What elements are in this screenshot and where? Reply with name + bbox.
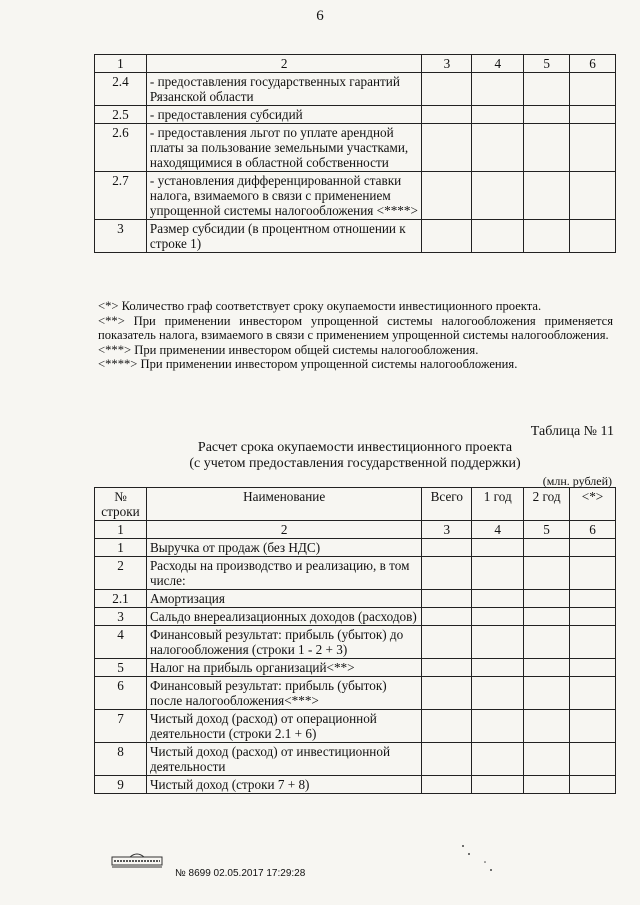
table-row [95,539,616,557]
table2-index-cell: 1 [95,521,147,539]
value-cell [472,539,524,557]
row-name-cell: Финансовый результат: прибыль (убыток) после налогообложения<***> [146,677,421,710]
table-investment-support [94,54,616,253]
row-name-cell: - предоставления государственных гарантий Рязанской области [146,73,422,106]
row-name-cell: Чистый доход (строки 7 + 8) [146,776,421,794]
value-cell [524,590,570,608]
scan-marks-icon [455,840,515,880]
row-number-cell: 2 [95,557,147,590]
document-footer: № 8699 02.05.2017 17:29:28 [175,868,306,879]
value-cell [472,626,524,659]
row-number-cell: 8 [95,743,147,776]
value-cell [422,220,472,253]
table1-header-cell: 1 [95,55,147,73]
value-cell [472,608,524,626]
row-number-cell: 9 [95,776,147,794]
table1-header-cell: 5 [524,55,570,73]
row-name-cell: Выручка от продаж (без НДС) [146,539,421,557]
page-number: 6 [316,8,324,24]
value-cell [422,659,472,677]
value-cell [524,626,570,659]
row-number-cell: 2.5 [95,106,147,124]
table2-index-cell: 4 [472,521,524,539]
value-cell [422,677,472,710]
table-label: Таблица № 11 [530,424,614,439]
row-name-cell: - предоставления льгот по уплате арендной платы за пользование земельными участками, находящимися в областной собственности [146,124,422,172]
row-name-cell: Налог на прибыль организаций<**> [146,659,421,677]
table-row [95,776,616,794]
value-cell [570,608,616,626]
row-name-cell: Сальдо внереализационных доходов (расходов) [146,608,421,626]
table-row [95,220,616,253]
table-row [95,710,616,743]
value-cell [524,73,570,106]
value-cell [570,743,616,776]
value-cell [524,172,570,220]
value-cell [472,106,524,124]
value-cell [524,557,570,590]
value-cell [570,73,616,106]
value-cell [570,710,616,743]
table-row [95,626,616,659]
row-name-cell: Амортизация [146,590,421,608]
row-name-cell: Чистый доход (расход) от инвестиционной деятельности [146,743,421,776]
value-cell [570,539,616,557]
value-cell [570,220,616,253]
value-cell [524,677,570,710]
value-cell [524,220,570,253]
value-cell [422,557,472,590]
table-row [95,106,616,124]
value-cell [570,124,616,172]
value-cell [472,73,524,106]
value-cell [422,710,472,743]
value-cell [570,590,616,608]
footnote: <***> При применении инвестором общей системы налогообложения. [98,342,479,357]
table-row [95,172,616,220]
table-row [95,659,616,677]
row-name-cell: Расходы на производство и реализацию, в том числе: [146,557,421,590]
table-row [95,590,616,608]
value-cell [422,743,472,776]
value-cell [524,106,570,124]
row-name-cell: - предоставления субсидий [146,106,422,124]
table2-index-cell: 2 [146,521,421,539]
value-cell [472,557,524,590]
row-number-cell: 3 [95,220,147,253]
value-cell [422,106,472,124]
table-title [94,440,616,472]
value-cell [570,626,616,659]
row-number-cell: 2.6 [95,124,147,172]
row-number-cell: 2.7 [95,172,147,220]
row-number-cell: 1 [95,539,147,557]
table2-header-cell: 2 год [524,488,570,521]
value-cell [472,590,524,608]
registry-stamp-icon [110,851,164,869]
row-number-cell: 2.4 [95,73,147,106]
value-cell [422,608,472,626]
value-cell [570,677,616,710]
value-cell [422,626,472,659]
table2-header-row [95,488,616,521]
table2-index-row [95,521,616,539]
table2-header-cell: 1 год [472,488,524,521]
table2-index-cell: 6 [570,521,616,539]
table2-index-cell: 5 [524,521,570,539]
table1-header-cell: 3 [422,55,472,73]
row-number-cell: 3 [95,608,147,626]
value-cell [422,539,472,557]
value-cell [422,73,472,106]
row-number-cell: 5 [95,659,147,677]
row-number-cell: 7 [95,710,147,743]
value-cell [524,710,570,743]
table-payback-calculation [94,487,616,794]
footnote: <****> При применении инвестором упрощенной системы налогообложения. [98,357,518,372]
value-cell [524,776,570,794]
value-cell [570,106,616,124]
value-cell [570,776,616,794]
row-number-cell: 4 [95,626,147,659]
table1-header-cell: 2 [146,55,422,73]
value-cell [472,710,524,743]
row-name-cell: Чистый доход (расход) от операционной деятельности (строки 2.1 + 6) [146,710,421,743]
table-title-line: (с учетом предоставления государственной поддержки) [189,456,521,471]
table2-index-cell: 3 [422,521,472,539]
table2-header-cell: Наименование [146,488,421,521]
value-cell [524,608,570,626]
row-name-cell: Финансовый результат: прибыль (убыток) до налогообложения (строки 1 - 2 + 3) [146,626,421,659]
value-cell [524,659,570,677]
value-cell [570,659,616,677]
footnotes [98,299,613,372]
table1-header-cell: 6 [570,55,616,73]
table1-header-row [95,55,616,73]
footnote: <*> Количество граф соответствует сроку окупаемости инвестиционного проекта. [98,299,542,313]
row-name-cell: Размер субсидии (в процентном отношении к строке 1) [146,220,422,253]
value-cell [472,743,524,776]
table-row [95,73,616,106]
row-number-cell: 2.1 [95,590,147,608]
value-cell [422,172,472,220]
table2-header-cell: № строки [95,488,147,521]
value-cell [422,124,472,172]
value-cell [570,172,616,220]
table-unit: (млн. рублей) [542,474,612,488]
footnote: <**> При применении инвестором упрощенной системы налогообложения применяется показатель налога, взимаемого в связи с применением упрощенной системы налогообложения. [98,313,613,343]
value-cell [422,590,472,608]
value-cell [524,124,570,172]
table-title-line: Расчет срока окупаемости инвестиционного проекта [197,440,513,455]
value-cell [524,539,570,557]
row-number-cell: 6 [95,677,147,710]
table-row [95,743,616,776]
value-cell [570,557,616,590]
table-row [95,677,616,710]
value-cell [472,124,524,172]
row-name-cell: - установления дифференцированной ставки налога, взимаемого в связи с применением упрощенной системы налогообложения <****> [146,172,422,220]
table2-header-cell: Всего [422,488,472,521]
value-cell [422,776,472,794]
value-cell [472,659,524,677]
table-row [95,608,616,626]
table2-header-cell: <*> [570,488,616,521]
value-cell [472,776,524,794]
table-row [95,124,616,172]
table-row [95,557,616,590]
value-cell [472,220,524,253]
table1-header-cell: 4 [472,55,524,73]
value-cell [524,743,570,776]
value-cell [472,677,524,710]
value-cell [472,172,524,220]
